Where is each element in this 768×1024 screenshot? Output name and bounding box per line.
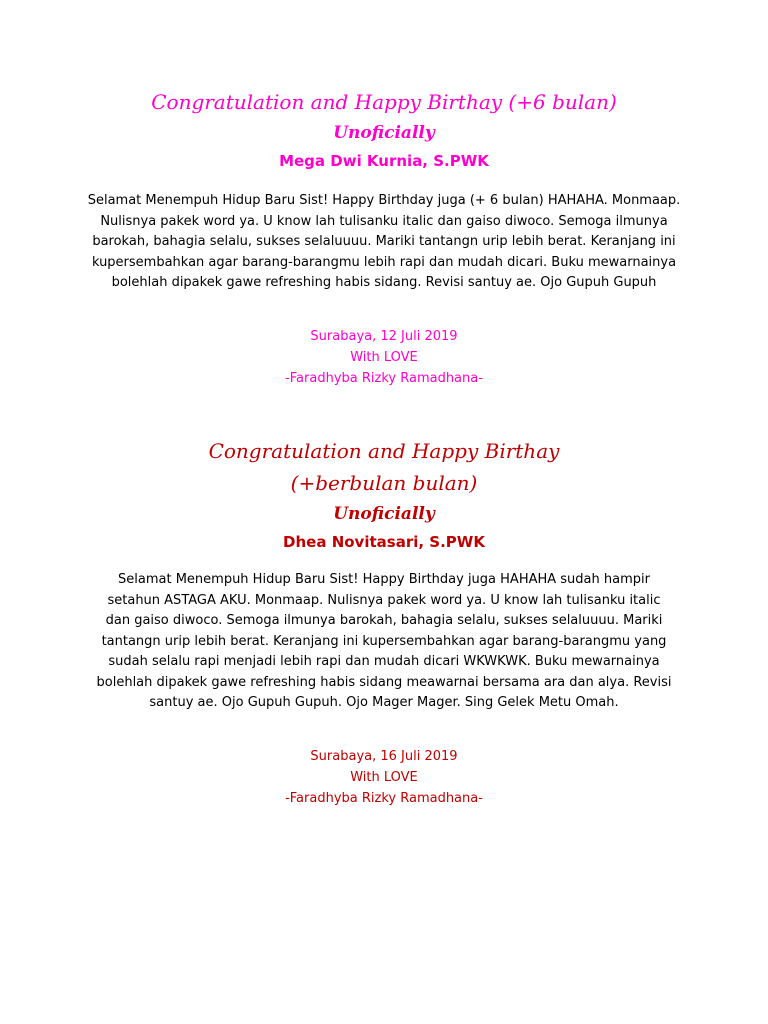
signoff-section-1 (0, 326, 768, 389)
recipient-name: Dhea Novitasari, S.PWK (283, 533, 485, 551)
greeting-title: Congratulation and Happy Birthay (208, 439, 560, 463)
message-body: Selamat Menempuh Hidup Baru Sist! Happy Birthday juga HAHAHA sudah hampir setahun ASTAGA AKU. Monmaap. Nulisnya pakek word ya. U know lah tulisanku italic dan gaiso diwoco. Semoga ilmunya barokah, bahagia selalu, sukses selaluuuu. Mariki tantangn urip lebih berat. Keranjang ini kupersembahkan agar barang-barangmu yang sudah selalu rapi menjadi lebih rapi dan mudah dicari WKWKWK. Buku mewarnainya bolehlah dipakek gawe refreshing habis sidang meawarnai bersama ara dan alya. Revisi santuy ae. Ojo Gupuh Gupuh. Ojo Mager Mager. Sing Gelek Metu Omah. (96, 572, 672, 710)
message-body: Selamat Menempuh Hidup Baru Sist! Happy Birthday juga (+ 6 bulan) HAHAHA. Monmaap. Nulisnya pakek word ya. U know lah tulisanku italic dan gaiso diwoco. Semoga ilmunya barokah, bahagia selalu, sukses selaluuuu. Mariki tantangn urip lebih berat. Keranjang ini kupersembahkan agar barang-barangmu lebih rapi dan mudah dicari. Buku mewarnainya bolehlah dipakek gawe refreshing habis sidang. Revisi santuy ae. Ojo Gupuh Gupuh (87, 193, 681, 290)
greeting-subtitle: Unoficially (333, 123, 435, 143)
closing: With LOVE (350, 350, 418, 365)
place-date: Surabaya, 12 Juli 2019 (310, 329, 458, 344)
greeting-title: Congratulation and Happy Birthay (+6 bulan) (151, 90, 617, 114)
signature: -Faradhyba Rizky Ramadhana- (285, 371, 483, 386)
greeting-section-2 (0, 435, 768, 555)
message-section-2 (0, 570, 768, 714)
message-section-1 (0, 191, 768, 294)
place-date: Surabaya, 16 Juli 2019 (310, 749, 458, 764)
signature: -Faradhyba Rizky Ramadhana- (285, 791, 483, 806)
signoff-section-2 (0, 746, 768, 809)
greeting-subtitle: Unoficially (333, 504, 435, 524)
greeting-title-line-2: (+berbulan bulan) (290, 471, 478, 495)
greeting-section-1 (0, 86, 768, 174)
recipient-name: Mega Dwi Kurnia, S.PWK (279, 152, 489, 170)
closing: With LOVE (350, 770, 418, 785)
